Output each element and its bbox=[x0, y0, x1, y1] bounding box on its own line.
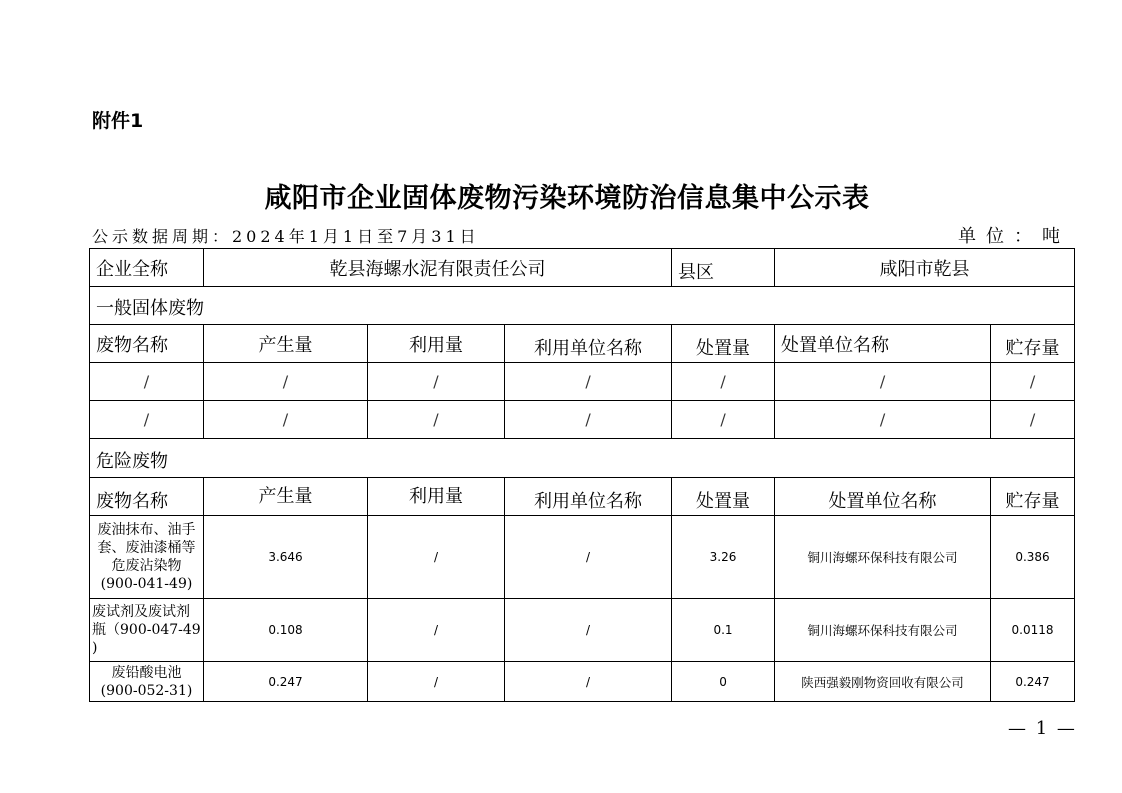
waste-name-line: 废试剂及废试剂 bbox=[92, 604, 190, 620]
document-title: 咸阳市企业固体废物污染环境防治信息集中公示表 bbox=[264, 183, 870, 214]
waste-name-line: 套、废油漆桶等 bbox=[97, 540, 196, 556]
waste-name-line: 危废沾染物 bbox=[111, 558, 182, 574]
hazardous-section-label: 危险废物 bbox=[90, 439, 1075, 478]
header-disposer: 处置单位名称 bbox=[775, 478, 991, 516]
header-stored: 贮存量 bbox=[991, 478, 1075, 516]
produced-cell: 3.646 bbox=[204, 516, 368, 599]
utilized-cell: / bbox=[368, 662, 505, 702]
unit-label: 单位：吨 bbox=[958, 226, 1070, 247]
header-disposer: 处置单位名称 bbox=[775, 325, 991, 363]
utilized-cell: / bbox=[368, 516, 505, 599]
table-cell: / bbox=[505, 401, 672, 439]
table-cell: / bbox=[90, 363, 204, 401]
general-header-row bbox=[90, 325, 1075, 363]
table-cell: / bbox=[672, 401, 775, 439]
waste-name-cell bbox=[90, 516, 204, 599]
table-cell: / bbox=[90, 401, 204, 439]
data-period: 公示数据周期：2024年1月1日至7月31日 bbox=[92, 227, 480, 246]
table-cell: / bbox=[775, 363, 991, 401]
produced-cell: 0.108 bbox=[204, 599, 368, 662]
table-row bbox=[90, 401, 1075, 439]
general-section-row bbox=[90, 287, 1075, 325]
waste-name-cell bbox=[90, 599, 204, 662]
header-waste-name: 废物名称 bbox=[90, 478, 204, 516]
disposer-cell: 铜川海螺环保科技有限公司 bbox=[775, 516, 991, 599]
header-disposed: 处置量 bbox=[672, 325, 775, 363]
disposed-cell: 3.26 bbox=[672, 516, 775, 599]
header-produced: 产生量 bbox=[204, 325, 368, 363]
header-utilized: 利用量 bbox=[368, 325, 505, 363]
utilizer-cell: / bbox=[505, 599, 672, 662]
utilizer-cell: / bbox=[505, 662, 672, 702]
table-cell: / bbox=[368, 363, 505, 401]
table-cell: / bbox=[368, 401, 505, 439]
header-produced: 产生量 bbox=[204, 478, 368, 516]
table-cell: / bbox=[991, 401, 1075, 439]
company-label: 企业全称 bbox=[90, 249, 204, 287]
table-cell: / bbox=[775, 401, 991, 439]
stored-cell: 0.0118 bbox=[991, 599, 1075, 662]
page-number: — 1 — bbox=[1008, 718, 1077, 739]
waste-name-line: (900-052-31) bbox=[100, 682, 193, 699]
hazardous-header-row bbox=[90, 478, 1075, 516]
table-row bbox=[90, 516, 1075, 599]
district-label: 县区 bbox=[672, 249, 775, 287]
disposer-cell: 陕西强毅刚物资回收有限公司 bbox=[775, 662, 991, 702]
attachment-label: 附件1 bbox=[92, 110, 144, 132]
table-row bbox=[90, 662, 1075, 702]
waste-name-line: 废油抹布、油手 bbox=[97, 522, 196, 538]
table-cell: / bbox=[991, 363, 1075, 401]
waste-name-line: ) bbox=[92, 640, 98, 656]
waste-name-line: 废铅酸电池 bbox=[111, 664, 182, 681]
utilizer-cell: / bbox=[505, 516, 672, 599]
waste-name-line: (900-041-49) bbox=[100, 576, 193, 592]
table-cell: / bbox=[505, 363, 672, 401]
header-disposed: 处置量 bbox=[672, 478, 775, 516]
disclosure-table bbox=[89, 248, 1075, 702]
table-cell: / bbox=[204, 363, 368, 401]
waste-name-line: 瓶（900-047-49 bbox=[92, 622, 201, 638]
company-name: 乾县海螺水泥有限责任公司 bbox=[204, 249, 672, 287]
waste-name-cell bbox=[90, 662, 204, 702]
header-utilizer: 利用单位名称 bbox=[505, 325, 672, 363]
header-utilizer: 利用单位名称 bbox=[505, 478, 672, 516]
company-row bbox=[90, 249, 1075, 287]
table-cell: / bbox=[672, 363, 775, 401]
stored-cell: 0.247 bbox=[991, 662, 1075, 702]
header-utilized: 利用量 bbox=[368, 478, 505, 516]
table-cell: / bbox=[204, 401, 368, 439]
header-waste-name: 废物名称 bbox=[90, 325, 204, 363]
disposer-cell: 铜川海螺环保科技有限公司 bbox=[775, 599, 991, 662]
table-row bbox=[90, 363, 1075, 401]
disposed-cell: 0.1 bbox=[672, 599, 775, 662]
produced-cell: 0.247 bbox=[204, 662, 368, 702]
stored-cell: 0.386 bbox=[991, 516, 1075, 599]
disposed-cell: 0 bbox=[672, 662, 775, 702]
hazardous-section-row bbox=[90, 439, 1075, 478]
general-section-label: 一般固体废物 bbox=[90, 287, 1075, 325]
district-value: 咸阳市乾县 bbox=[775, 249, 1075, 287]
header-stored: 贮存量 bbox=[991, 325, 1075, 363]
table-row bbox=[90, 599, 1075, 662]
utilized-cell: / bbox=[368, 599, 505, 662]
